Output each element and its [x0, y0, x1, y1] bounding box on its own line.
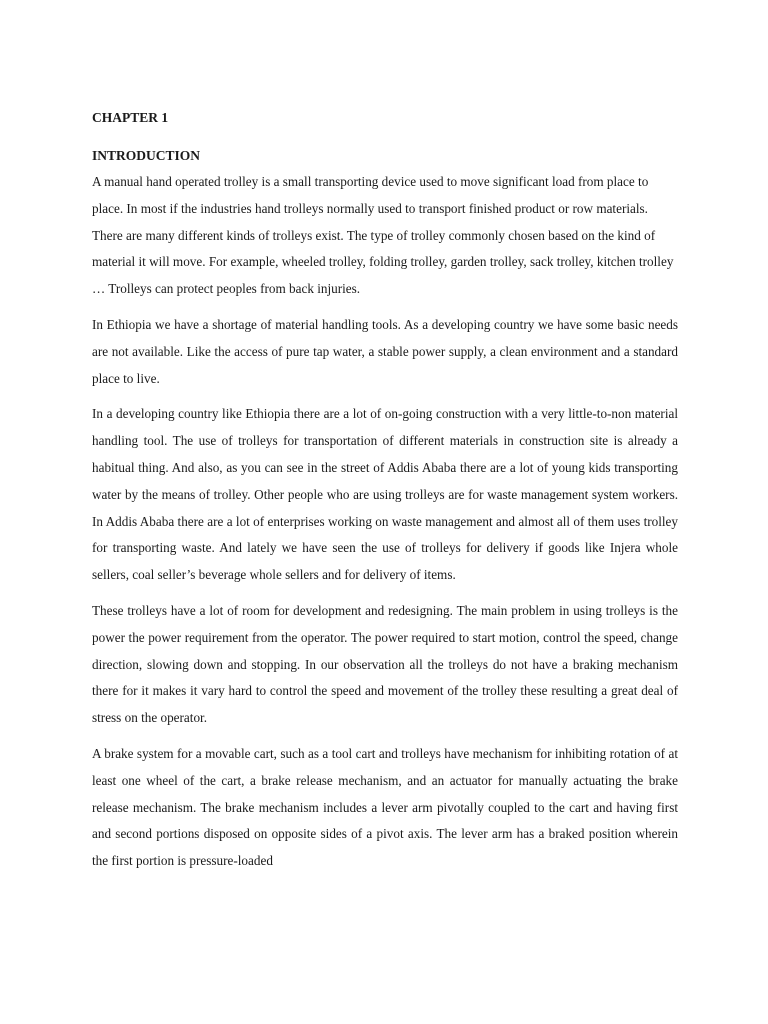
paragraph-2: In Ethiopia we have a shortage of material handling tools. As a developing country we have some basic needs are not available. Like the access of pure tap water, a stable power supply, a clean environment and a standard place to live.	[92, 316, 678, 386]
paragraph-4: These trolleys have a lot of room for development and redesigning. The main problem in using trolleys is the power the power requirement from the operator. The power required to start motion, control the speed, change direction, slowing down and stopping. In our observation all the trolleys do not have a braking mechanism there for it makes it vary hard to control the speed and movement of the trolley these resulting a great deal of stress on the operator.	[92, 602, 678, 726]
paragraph-1: A manual hand operated trolley is a small transporting device used to move significant load from place to place. In most if the industries hand trolleys normally used to transport finished product or row materials. There are many different kinds of trolleys exist. The type of trolley commonly chosen based on the kind of material it will move. For example, wheeled trolley, folding trolley, garden trolley, sack trolley, kitchen trolley … Trolleys can protect peoples from back injuries.	[92, 174, 674, 297]
document-page	[92, 107, 678, 884]
paragraph-5: A brake system for a movable cart, such as a tool cart and trolleys have mechanism for inhibiting rotation of at least one wheel of the cart, a brake release mechanism, and an actuator for manually actuating the brake release mechanism. The brake mechanism includes a lever arm pivotally coupled to the cart and having first and second portions disposed on opposite sides of a pivot axis. The lever arm has a braked position wherein the first portion is pressure-loaded	[92, 745, 678, 869]
paragraph-3: In a developing country like Ethiopia there are a lot of on-going construction with a very little-to-non material handling tool. The use of trolleys for transportation of different materials in construction site is already a habitual thing. And also, as you can see in the street of Addis Ababa there are a lot of young kids transporting water by the means of trolley. Other people who are using trolleys are for waste management system workers. In Addis Ababa there are a lot of enterprises working on waste management and almost all of them uses trolley for transporting waste. And lately we have seen the use of trolleys for delivery if goods like Injera whole sellers, coal seller’s beverage whole sellers and for delivery of items.	[92, 406, 678, 583]
chapter-label: CHAPTER 1	[92, 110, 169, 125]
section-heading: INTRODUCTION	[92, 148, 201, 163]
